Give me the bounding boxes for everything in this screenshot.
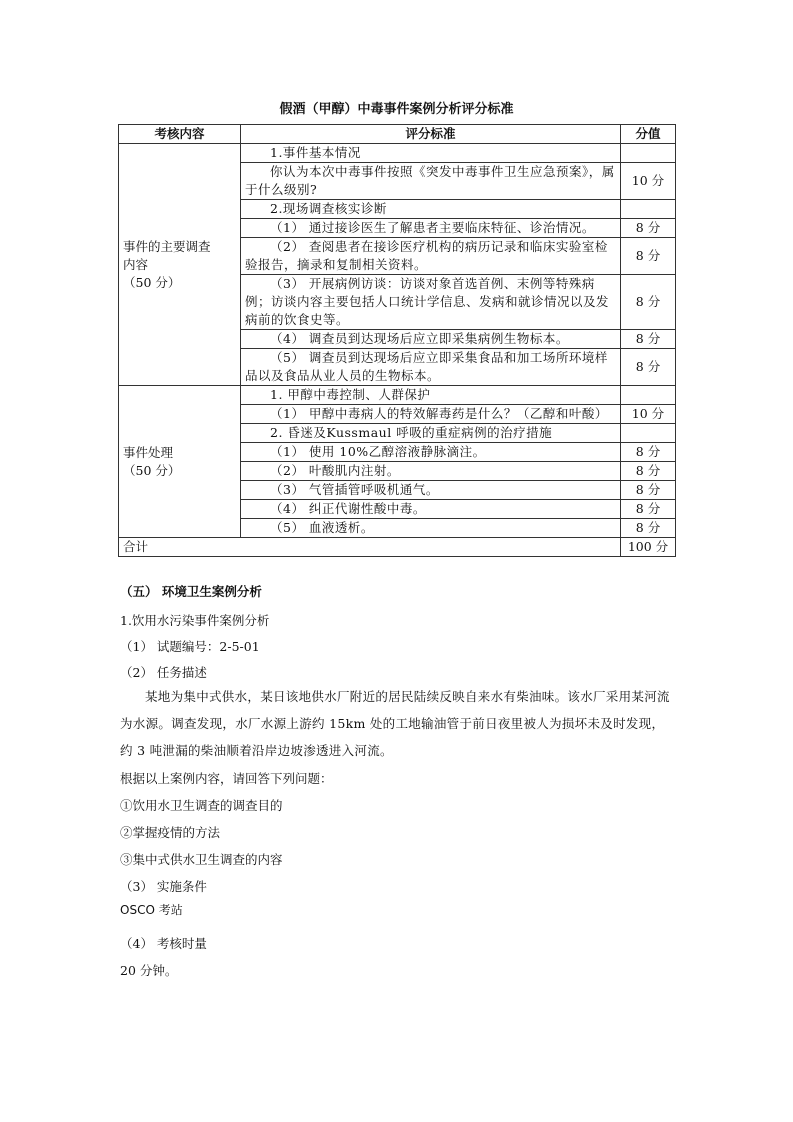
question-2: ②掌握疫情的方法 <box>120 825 221 840</box>
criteria-cell: 1.事件基本情况 <box>241 144 621 163</box>
criteria-cell: （3） 开展病例访谈：访谈对象首选首例、末例等特殊病例；访谈内容主要包括人口统计学信息、发病和就诊情况以及发病前的饮食史等。 <box>241 275 621 330</box>
header-content: 考核内容 <box>119 125 241 144</box>
score-cell: 8 分 <box>621 481 676 500</box>
total-score: 100 分 <box>621 538 676 557</box>
category-cell <box>119 144 241 386</box>
category-cell <box>119 386 241 538</box>
scoring-table <box>118 124 676 557</box>
sub-heading: 1.饮用水污染事件案例分析 <box>120 613 270 628</box>
criteria-cell: （5） 调查员到达现场后应立即采集食品和加工场所环境样品以及食品从业人员的生物标本。 <box>241 349 621 386</box>
criteria-cell: （1） 甲醇中毒病人的特效解毒药是什么？（乙醇和叶酸） <box>241 405 621 424</box>
criteria-cell: （4） 调查员到达现场后应立即采集病例生物标本。 <box>241 330 621 349</box>
section-heading: （五） 环境卫生案例分析 <box>120 584 262 599</box>
table-row <box>119 386 676 405</box>
criteria-cell: 2.现场调查核实诊断 <box>241 200 621 219</box>
score-cell <box>621 200 676 219</box>
table-row <box>119 144 676 163</box>
score-cell: 8 分 <box>621 443 676 462</box>
score-cell: 8 分 <box>621 500 676 519</box>
category-label: （50 分） <box>123 274 181 290</box>
category-label: 事件的主要调查 <box>123 238 211 254</box>
task-description: 某地为集中式供水，某日该地供水厂附近的居民陆续反映自来水有柴油味。该水厂采用某河流为水源。调查发现，水厂水源上游约 15km 处的工地输油管于前日夜里被人为损坏未及时发现，约 3 吨泄漏的柴油顺着沿岸边坡渗透进入河流。 <box>120 689 670 758</box>
criteria-cell: （4） 纠正代谢性酸中毒。 <box>241 500 621 519</box>
table-title: 假酒（甲醇）中毒事件案例分析评分标准 <box>279 102 514 117</box>
total-row <box>119 538 676 557</box>
criteria-cell: 1. 甲醇中毒控制、人群保护 <box>241 386 621 405</box>
score-cell: 8 分 <box>621 238 676 275</box>
total-label: 合计 <box>119 538 621 557</box>
score-cell: 8 分 <box>621 275 676 330</box>
category-label: 事件处理 <box>123 444 174 460</box>
score-cell: 8 分 <box>621 519 676 538</box>
item-1: （1） 试题编号：2-5-01 <box>120 639 260 654</box>
score-cell: 8 分 <box>621 349 676 386</box>
criteria-cell: 2. 昏迷及Kussmaul 呼吸的重症病例的治疗措施 <box>241 424 621 443</box>
score-cell: 8 分 <box>621 330 676 349</box>
criteria-cell: （5） 血液透析。 <box>241 519 621 538</box>
criteria-cell: （2） 叶酸肌内注射。 <box>241 462 621 481</box>
criteria-cell: （1） 通过接诊医生了解患者主要临床特征、诊治情况。 <box>241 219 621 238</box>
score-cell: 10 分 <box>621 405 676 424</box>
header-criteria: 评分标准 <box>241 125 621 144</box>
conditions: OSCO 考站 <box>120 903 183 917</box>
score-cell: 8 分 <box>621 462 676 481</box>
question-1: ①饮用水卫生调查的调查目的 <box>120 798 283 813</box>
item-3: （3） 实施条件 <box>120 879 207 894</box>
category-label: 内容 <box>123 256 149 272</box>
score-cell: 8 分 <box>621 219 676 238</box>
item-2: （2） 任务描述 <box>120 665 207 680</box>
time-limit: 20 分钟。 <box>120 963 178 978</box>
category-label: （50 分） <box>123 462 181 478</box>
criteria-cell: 你认为本次中毒事件按照《突发中毒事件卫生应急预案》，属于什么级别? <box>241 163 621 200</box>
question-prompt: 根据以上案例内容，请回答下列问题： <box>120 771 333 786</box>
header-score: 分值 <box>621 125 676 144</box>
score-cell <box>621 386 676 405</box>
question-3: ③集中式供水卫生调查的内容 <box>120 852 283 867</box>
score-cell <box>621 424 676 443</box>
score-cell: 10 分 <box>621 163 676 200</box>
criteria-cell: （2） 查阅患者在接诊医疗机构的病历记录和临床实验室检验报告，摘录和复制相关资料。 <box>241 238 621 275</box>
criteria-cell: （3） 气管插管呼吸机通气。 <box>241 481 621 500</box>
score-cell <box>621 144 676 163</box>
item-4: （4） 考核时量 <box>120 936 207 951</box>
criteria-cell: （1） 使用 10%乙醇溶液静脉滴注。 <box>241 443 621 462</box>
